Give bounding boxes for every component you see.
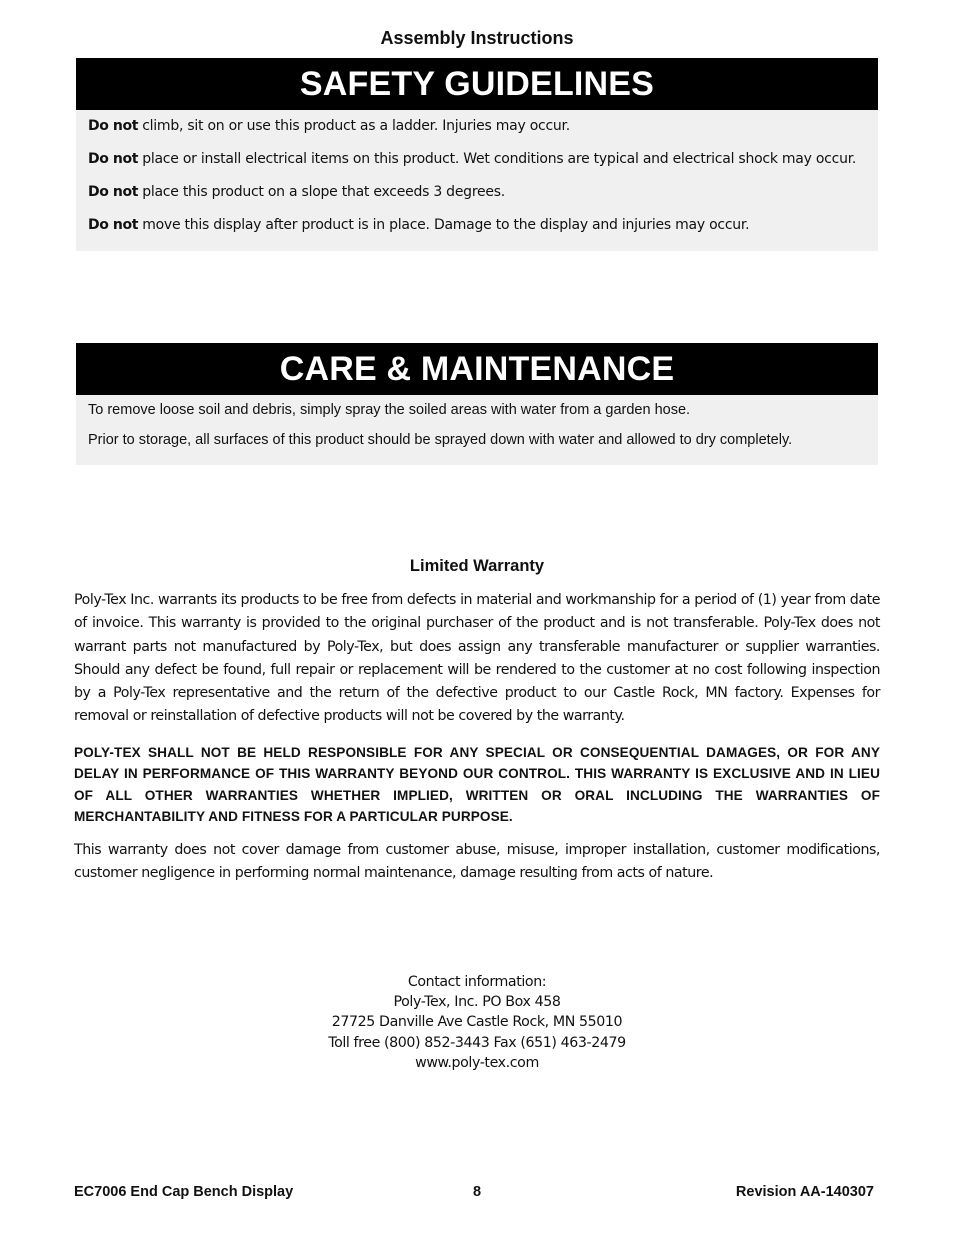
warranty-title: Limited Warranty xyxy=(409,557,545,575)
care-item-1: To remove loose soil and debris, simply spray the soiled areas with water from a garden hose. xyxy=(88,402,691,418)
footer-page-number: 8 xyxy=(472,1184,482,1200)
warranty-paragraph-2: This warranty does not cover damage from customer abuse, misuse, improper installation, customer modifications, customer negligence in performing normal maintenance, damage resulting from acts of nature. xyxy=(74,841,880,882)
safety-item-1 xyxy=(88,110,866,143)
contact-phone: Toll free (800) 852-3443 Fax (651) 463-2479 xyxy=(328,1034,626,1051)
page-header-title: Assembly Instructions xyxy=(380,28,574,48)
care-maintenance-box xyxy=(76,395,878,465)
safety-item-3 xyxy=(88,176,866,209)
safety-item-4 xyxy=(88,209,866,242)
safety-item-text: move this display after product is in place. Damage to the display and injuries may occur. xyxy=(138,217,750,233)
safety-item-2 xyxy=(88,143,866,176)
care-maintenance-heading: CARE & MAINTENANCE xyxy=(76,343,878,395)
care-item-2: Prior to storage, all surfaces of this product should be sprayed down with water and allowed to dry completely. xyxy=(88,432,793,448)
safety-item-text: climb, sit on or use this product as a ladder. Injuries may occur. xyxy=(138,118,570,134)
contact-information xyxy=(0,972,954,1073)
footer-product: EC7006 End Cap Bench Display xyxy=(74,1184,294,1200)
warranty-paragraph-1: Poly-Tex Inc. warrants its products to be free from defects in material and workmanship for a period of (1) year from date of invoice. This warranty is provided to the original purchaser of the product and is not transferable. Poly-Tex does not warrant parts not manufactured by Poly-Tex, but does assign any transferable manufacturer or supplier warranties. Should any defect be found, full repair or replacement will be rendered to the customer at no cost following inspection by a Poly-Tex representative and the return of the defective product to our Castle Rock, MN factory. Expenses for removal or reinstallation of defective products will not be covered by the warranty. xyxy=(74,592,880,725)
safety-item-lead: Do not xyxy=(88,184,138,200)
contact-company: Poly-Tex, Inc. PO Box 458 xyxy=(393,994,561,1011)
contact-website: www.poly-tex.com xyxy=(415,1054,539,1071)
footer-revision: Revision AA-140307 xyxy=(735,1184,874,1200)
safety-item-lead: Do not xyxy=(88,151,138,167)
safety-item-text: place this product on a slope that exceeds 3 degrees. xyxy=(138,184,505,200)
safety-item-lead: Do not xyxy=(88,118,138,134)
safety-item-text: place or install electrical items on this product. Wet conditions are typical and electrical shock may occur. xyxy=(138,151,857,167)
safety-item-lead: Do not xyxy=(88,217,138,233)
warranty-disclaimer: POLY-TEX SHALL NOT BE HELD RESPONSIBLE FOR ANY SPECIAL OR CONSEQUENTIAL DAMAGES, OR FOR ANY DELAY IN PERFORMANCE OF THIS WARRANTY BEYOND OUR CONTROL. THIS WARRANTY IS EXCLUSIVE AND IN LIEU OF ALL OTHER WARRANTIES WHETHER IMPLIED, WRITTEN OR ORAL INCLUDING THE WARRANTIES OF MERCHANTABILITY AND FITNESS FOR A PARTICULAR PURPOSE. xyxy=(74,744,880,825)
contact-address: 27725 Danville Ave Castle Rock, MN 55010 xyxy=(331,1014,623,1031)
contact-label: Contact information: xyxy=(407,974,547,990)
safety-guidelines-heading: SAFETY GUIDELINES xyxy=(76,58,878,110)
safety-guidelines-box xyxy=(76,110,878,251)
warranty-body xyxy=(74,589,880,885)
